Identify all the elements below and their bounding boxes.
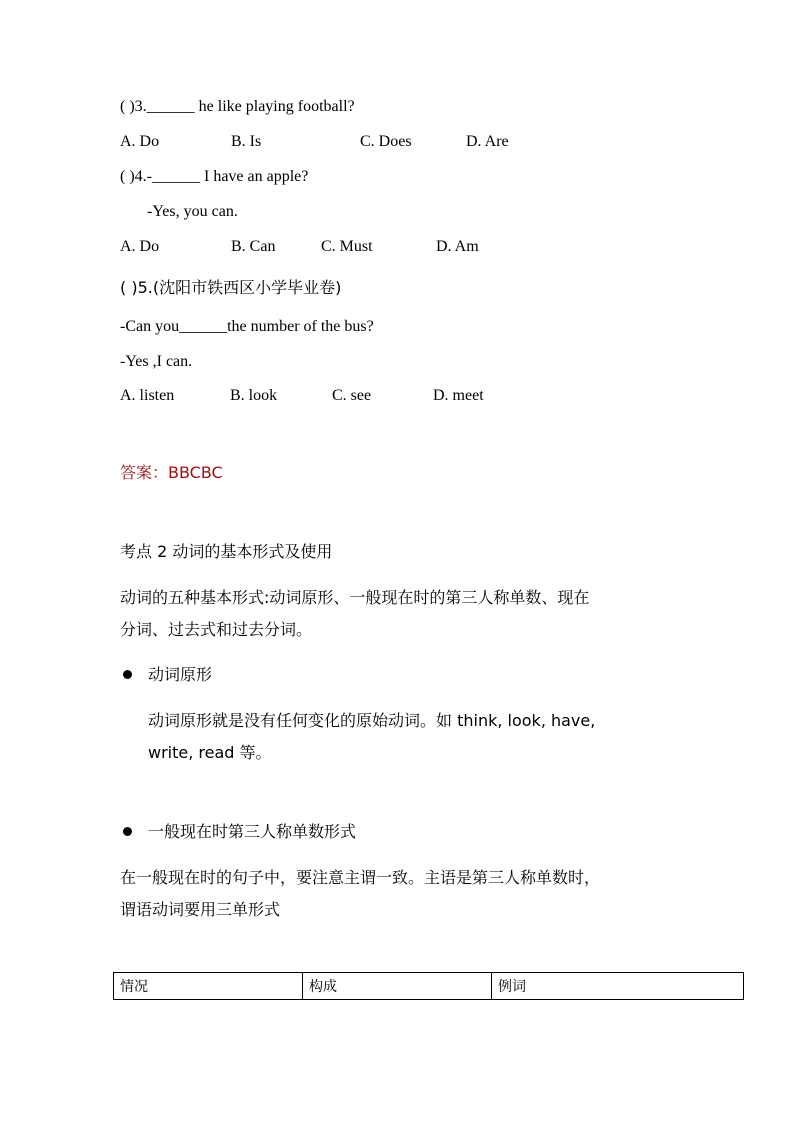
- q4-option-d: D. Am: [436, 238, 479, 255]
- q5-option-b: B. look: [230, 387, 278, 404]
- bullet-1-text-line-1: 动词原形就是没有任何变化的原始动词。如 think, look, have,: [148, 711, 596, 730]
- table-header-row: [114, 973, 744, 1000]
- table-header-cell: 例词: [492, 973, 744, 1000]
- bullet-2-text-line-1: 在一般现在时的句子中，要注意主谓一致。主语是第三人称单数时，: [120, 868, 601, 887]
- bullet-2-text-line-2: 谓语动词要用三单形式: [120, 900, 281, 919]
- q3-stem: ( )3.______ he like playing football?: [120, 98, 355, 115]
- q3-option-c: C. Does: [360, 133, 412, 150]
- table-header-cell: 构成: [303, 973, 492, 1000]
- section-intro-line-2: 分词、过去式和过去分词。: [120, 620, 313, 639]
- bullet-1-text-line-2: write, read 等。: [148, 743, 272, 762]
- q3-option-b: B. Is: [231, 133, 262, 150]
- table-header-cell: 情况: [114, 973, 303, 1000]
- answer-key: 答案：BBCBC: [120, 463, 223, 482]
- q5-line-2: -Yes ,I can.: [120, 353, 193, 370]
- q4-stem: ( )4.-______ I have an apple?: [120, 168, 309, 185]
- bullet-1-heading: 动词原形: [148, 665, 213, 684]
- bullet-2-heading: 一般现在时第三人称单数形式: [148, 822, 357, 841]
- q3-option-d: D. Are: [466, 133, 509, 150]
- section-intro-line-1: 动词的五种基本形式:动词原形、一般现在时的第三人称单数、现在: [120, 588, 590, 607]
- section-title: 考点 2 动词的基本形式及使用: [120, 542, 333, 561]
- q5-line-1: -Can you______the number of the bus?: [120, 318, 374, 335]
- q4-option-c: C. Must: [321, 238, 373, 255]
- bullet-dot-2: [123, 827, 132, 836]
- q4-reply: -Yes, you can.: [147, 203, 238, 220]
- bullet-dot-1: [123, 670, 132, 679]
- q4-option-b: B. Can: [231, 238, 276, 255]
- q4-option-a: A. Do: [120, 238, 160, 255]
- q5-option-d: D. meet: [433, 387, 484, 404]
- q3-option-a: A. Do: [120, 133, 160, 150]
- q5-option-c: C. see: [332, 387, 372, 404]
- verb-form-table: [113, 972, 744, 1000]
- q5-stem: ( )5.(沈阳市铁西区小学毕业卷): [120, 278, 342, 297]
- q5-option-a: A. listen: [120, 387, 175, 404]
